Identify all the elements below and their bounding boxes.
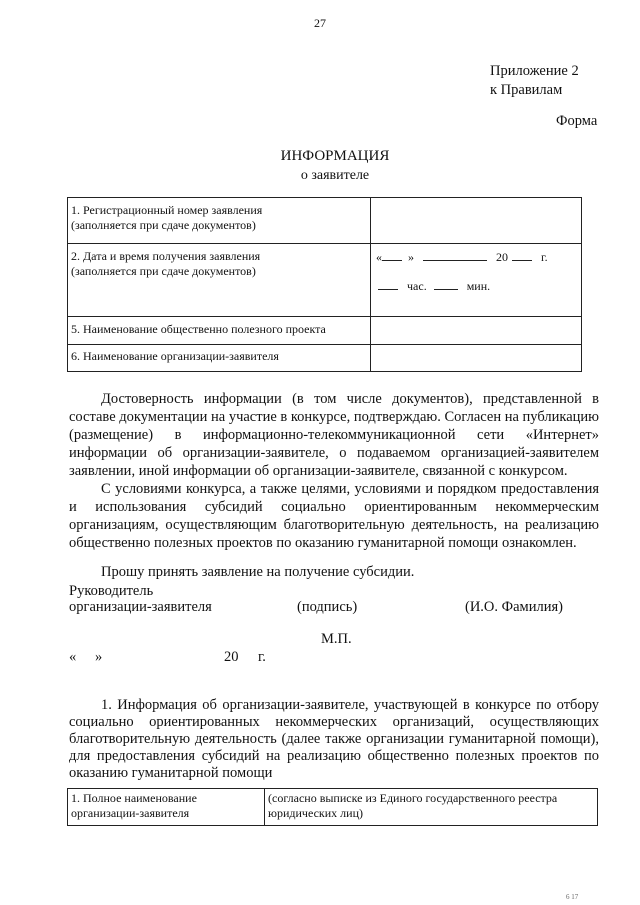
hours-blank[interactable]: [378, 278, 398, 290]
hours-label: час.: [407, 279, 427, 293]
form-label: Форма: [556, 113, 598, 129]
row-label-line: 1. Регистрационный номер заявления: [71, 203, 263, 217]
applicant-info-table: [67, 197, 582, 372]
table-row: [68, 317, 582, 345]
row-label-note: (заполняется при сдаче документов): [71, 264, 256, 278]
row-label-line: 2. Дата и время получения заявления: [71, 249, 261, 263]
project-name-field[interactable]: [371, 317, 582, 345]
acknowledgement-paragraph: С условиями конкурса, а также целями, условиями и порядком предоставления и использования субсидий социально ориентированным некоммерческим организациям, осуществляющим благотворительную деятельность, на реализацию общественно полезных проектов по оказанию гуманитарной помощи ознакомлен.: [69, 481, 599, 551]
date-quote-open: «: [376, 250, 382, 264]
table-row: [68, 198, 582, 244]
appendix-line-1: Приложение 2: [490, 63, 579, 79]
appendix-note: [490, 62, 579, 100]
request-paragraph: Прошу принять заявление на получение субсидии.: [101, 564, 415, 580]
footer-mark: 6 17: [566, 893, 579, 901]
document-title: [0, 147, 640, 185]
received-date-line: [374, 249, 578, 265]
consent-paragraph: Достоверность информации (в том числе документов), представленной в составе документации на участие в конкурсе, подтверждаю. Согласен на публикацию (размещение) в информационно-телекоммуникационной сети «Интернет» информации об организации-заявителе, о подаваемом организацией-заявителем заявлении, иной информации об организации-заявителе, связанной с конкурсом.: [69, 391, 599, 479]
year-blank[interactable]: [512, 249, 532, 261]
received-datetime-field[interactable]: [371, 244, 582, 317]
organization-name-field[interactable]: [371, 345, 582, 372]
name-label: (И.О. Фамилия): [465, 599, 563, 615]
sign-date-quote-close: »: [95, 649, 103, 665]
sign-date-quote-open: «: [69, 649, 77, 665]
registration-number-field[interactable]: [371, 198, 582, 244]
signature-label: (подпись): [297, 599, 358, 615]
row-label: 5. Наименование общественно полезного проекта: [68, 317, 371, 345]
date-quote-close: »: [408, 250, 414, 264]
row-label-note: (заполняется при сдаче документов): [71, 218, 256, 232]
sign-date-year: 20: [224, 649, 239, 665]
title-main: ИНФОРМАЦИЯ: [280, 148, 390, 164]
row-label: 1. Полное наименование организации-заявителя: [68, 789, 265, 826]
minutes-label: мин.: [466, 279, 491, 293]
signatory-title-line-1: Руководитель: [69, 583, 154, 599]
appendix-line-2: к Правилам: [490, 82, 563, 98]
day-blank[interactable]: [382, 249, 402, 261]
row-label: [68, 198, 371, 244]
title-sub: о заявителе: [300, 168, 370, 183]
year-suffix: г.: [541, 250, 548, 264]
row-label: 6. Наименование организации-заявителя: [68, 345, 371, 372]
minutes-blank[interactable]: [434, 278, 458, 290]
table-row: [68, 789, 598, 826]
sign-date-suffix: г.: [258, 649, 266, 665]
page-number: 27: [314, 16, 326, 30]
signatory-title-line-2: организации-заявителя: [69, 599, 212, 615]
table-row: [68, 345, 582, 372]
full-name-field[interactable]: (согласно выписке из Единого государственного реестра юридических лиц): [265, 789, 598, 826]
table-row: [68, 244, 582, 317]
year-prefix: 20: [496, 250, 508, 264]
row-label: [68, 244, 371, 317]
stamp-label: М.П.: [321, 631, 352, 647]
section-1-heading: 1. Информация об организации-заявителе, участвующей в конкурсе по отбору социально ориентированных некоммерческих организаций, осуществляющих благотворительную деятельность (далее также организации гуманитарной помощи), для предоставления субсидий на реализацию общественно полезных проектов по оказанию гуманитарной помощи: [69, 697, 599, 781]
organization-info-table: [67, 788, 598, 826]
month-blank[interactable]: [423, 249, 487, 261]
received-time-line: [374, 278, 578, 294]
